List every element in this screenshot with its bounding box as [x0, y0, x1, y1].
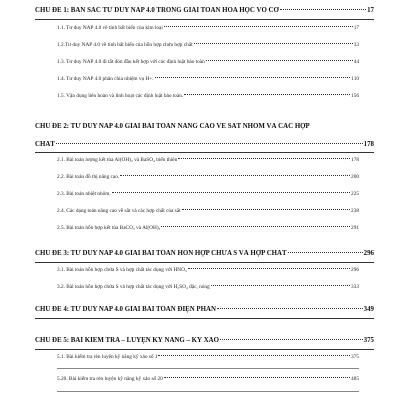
dot-leader — [182, 209, 350, 210]
toc-item-2-3[interactable] — [57, 191, 359, 197]
chapter-3-rule — [35, 262, 374, 263]
chapter-2-entry-line2[interactable] — [35, 141, 374, 148]
chapter-5-page: 375 — [363, 337, 374, 344]
chapter-3-entry[interactable] — [35, 250, 374, 257]
chapter-4-rule — [35, 318, 374, 319]
chapter-1-title: CHỦ ĐỀ 1: BẢN SẮC TƯ DUY NAP 4.0 TRONG GIẢI TOÁN HÓA HỌC VÔ CƠ — [35, 7, 279, 14]
separator-rule — [57, 391, 359, 392]
chapter-2-page: 178 — [363, 141, 374, 148]
toc-item-1-3[interactable] — [57, 59, 359, 65]
dot-leader — [220, 339, 363, 340]
item-page: 44 — [353, 59, 359, 65]
chapter-1-page: 17 — [367, 7, 374, 14]
item-page: 225 — [351, 191, 359, 197]
item-page: 291 — [351, 225, 359, 231]
dot-leader — [206, 60, 353, 61]
dot-leader — [194, 43, 353, 44]
item-text: 1.2.Tư duy NAP 4.0 về tính bất biến của hỗn hợp chứa hợp chất — [57, 42, 193, 48]
item-text: 3.1. Bài toán hỗn hợp chứa S và hợp chất tác dụng với HNO₃ — [57, 267, 187, 273]
chapter-4-title: CHỦ ĐỀ 4: TƯ DUY NAP 4.0 GIẢI BÀI TOÁN ĐIỆN PHÂN — [35, 306, 216, 313]
item-page: 296 — [351, 267, 359, 273]
dot-leader — [164, 377, 350, 378]
item-text: 3.2. Bài toán hỗn hợp chứa S và hợp chất tác dụng với H₂SO₄ đặc, nóng — [57, 284, 210, 290]
dot-leader — [112, 192, 350, 193]
dot-leader — [56, 143, 363, 144]
dot-leader — [288, 252, 363, 253]
dot-leader — [178, 158, 350, 159]
chapter-3-page: 296 — [363, 250, 374, 257]
chapter-1-rule — [35, 19, 374, 20]
item-text: 1.1. Tư duy NAP 4.0 về tính bất biến của kim loại — [57, 25, 163, 31]
chapter-4-page: 349 — [363, 306, 374, 313]
chapter-2-rule — [35, 152, 374, 153]
dot-leader — [164, 26, 353, 27]
toc-item-1-5[interactable] — [57, 93, 359, 99]
item-text: 2.3. Bài toán nhiệt nhôm. — [57, 191, 111, 197]
item-text: 5.20. Bài kiểm tra rèn luyện kỹ năng kỹ xảo số 20 — [57, 376, 163, 382]
item-text: 1.5. Vận dụng liên hoàn và linh hoạt các định luật bảo toàn. — [57, 93, 184, 99]
dot-leader — [158, 355, 350, 356]
item-page: 485 — [351, 376, 359, 382]
item-text: 2.1. Bài toán lượng kết tủa Al(OH)₃ và BaSO₄ biến thiên — [57, 157, 178, 163]
toc-item-5-20[interactable] — [57, 376, 359, 382]
dot-leader — [184, 94, 350, 95]
toc-item-2-4[interactable] — [57, 208, 359, 214]
item-text: 2.2. Bài toán đồ thị nâng cao. — [57, 174, 120, 180]
toc-item-3-1[interactable] — [57, 267, 359, 273]
toc-item-1-1[interactable] — [57, 25, 359, 31]
item-page: 375 — [351, 354, 359, 360]
dot-leader — [161, 226, 350, 227]
item-text: 1.3. Tư duy NAP 4.0 đi tắt đón đầu kết hợp với các định luật bảo toàn — [57, 59, 205, 65]
separator-rule — [57, 368, 359, 369]
toc-item-3-2[interactable] — [57, 284, 359, 290]
chapter-1-entry[interactable] — [35, 7, 374, 14]
toc-item-2-2[interactable] — [57, 174, 359, 180]
item-text: 2.4. Các dạng toán nâng cao về sắt và các hợp chất của sắt — [57, 208, 181, 214]
chapter-5-rule — [35, 349, 374, 350]
toc-item-5-1[interactable] — [57, 354, 359, 360]
item-text: 5.1. Bài kiểm tra rèn luyện kỹ năng kỹ xảo số 1 — [57, 354, 158, 360]
dot-leader — [280, 9, 366, 10]
chapter-5-entry[interactable] — [35, 337, 374, 344]
chapter-2-title-line2: CHẤT — [35, 141, 55, 148]
item-page: 200 — [351, 174, 359, 180]
item-text: 2.5. Bài toán hỗn hợp kết tủa BaCO₃ và Al(OH)₃ — [57, 225, 161, 231]
item-page: 17 — [353, 25, 359, 31]
dot-leader — [211, 285, 350, 286]
item-page: 178 — [351, 157, 359, 163]
toc-item-1-2[interactable] — [57, 42, 359, 48]
chapter-2-entry[interactable] — [35, 123, 374, 130]
dot-leader — [217, 308, 363, 309]
dot-leader — [120, 175, 350, 176]
chapter-5-title: CHỦ ĐỀ 5: BÀI KIỂM TRA – LUYỆN KỸ NĂNG – KỸ XẢO — [35, 337, 220, 344]
dot-leader — [155, 77, 351, 78]
item-text: 1.4. Tư duy NAP 4.0 phân chia nhiệm vụ H+. — [57, 76, 154, 82]
item-page: 333 — [351, 284, 359, 290]
toc-item-1-4[interactable] — [57, 76, 359, 82]
chapter-2-title: CHỦ ĐỀ 2: TƯ DUY NAP 4.0 GIẢI BÀI TOÁN NÂNG CAO VỀ SẮT NHÔM VÀ CÁC HỢP — [35, 123, 310, 130]
chapter-3-title: CHỦ ĐỀ 3: TƯ DUY NAP 4.0 GIẢI BÀI TOÁN HỖN HỢP CHỨA S VÀ HỢP CHẤT — [35, 250, 287, 257]
dot-leader — [188, 268, 350, 269]
item-page: 33 — [353, 42, 359, 48]
toc-item-2-5[interactable] — [57, 225, 359, 231]
item-page: 156 — [351, 93, 359, 99]
item-page: 110 — [351, 76, 359, 82]
toc-item-2-1[interactable] — [57, 157, 359, 163]
item-page: 238 — [351, 208, 359, 214]
chapter-4-entry[interactable] — [35, 306, 374, 313]
